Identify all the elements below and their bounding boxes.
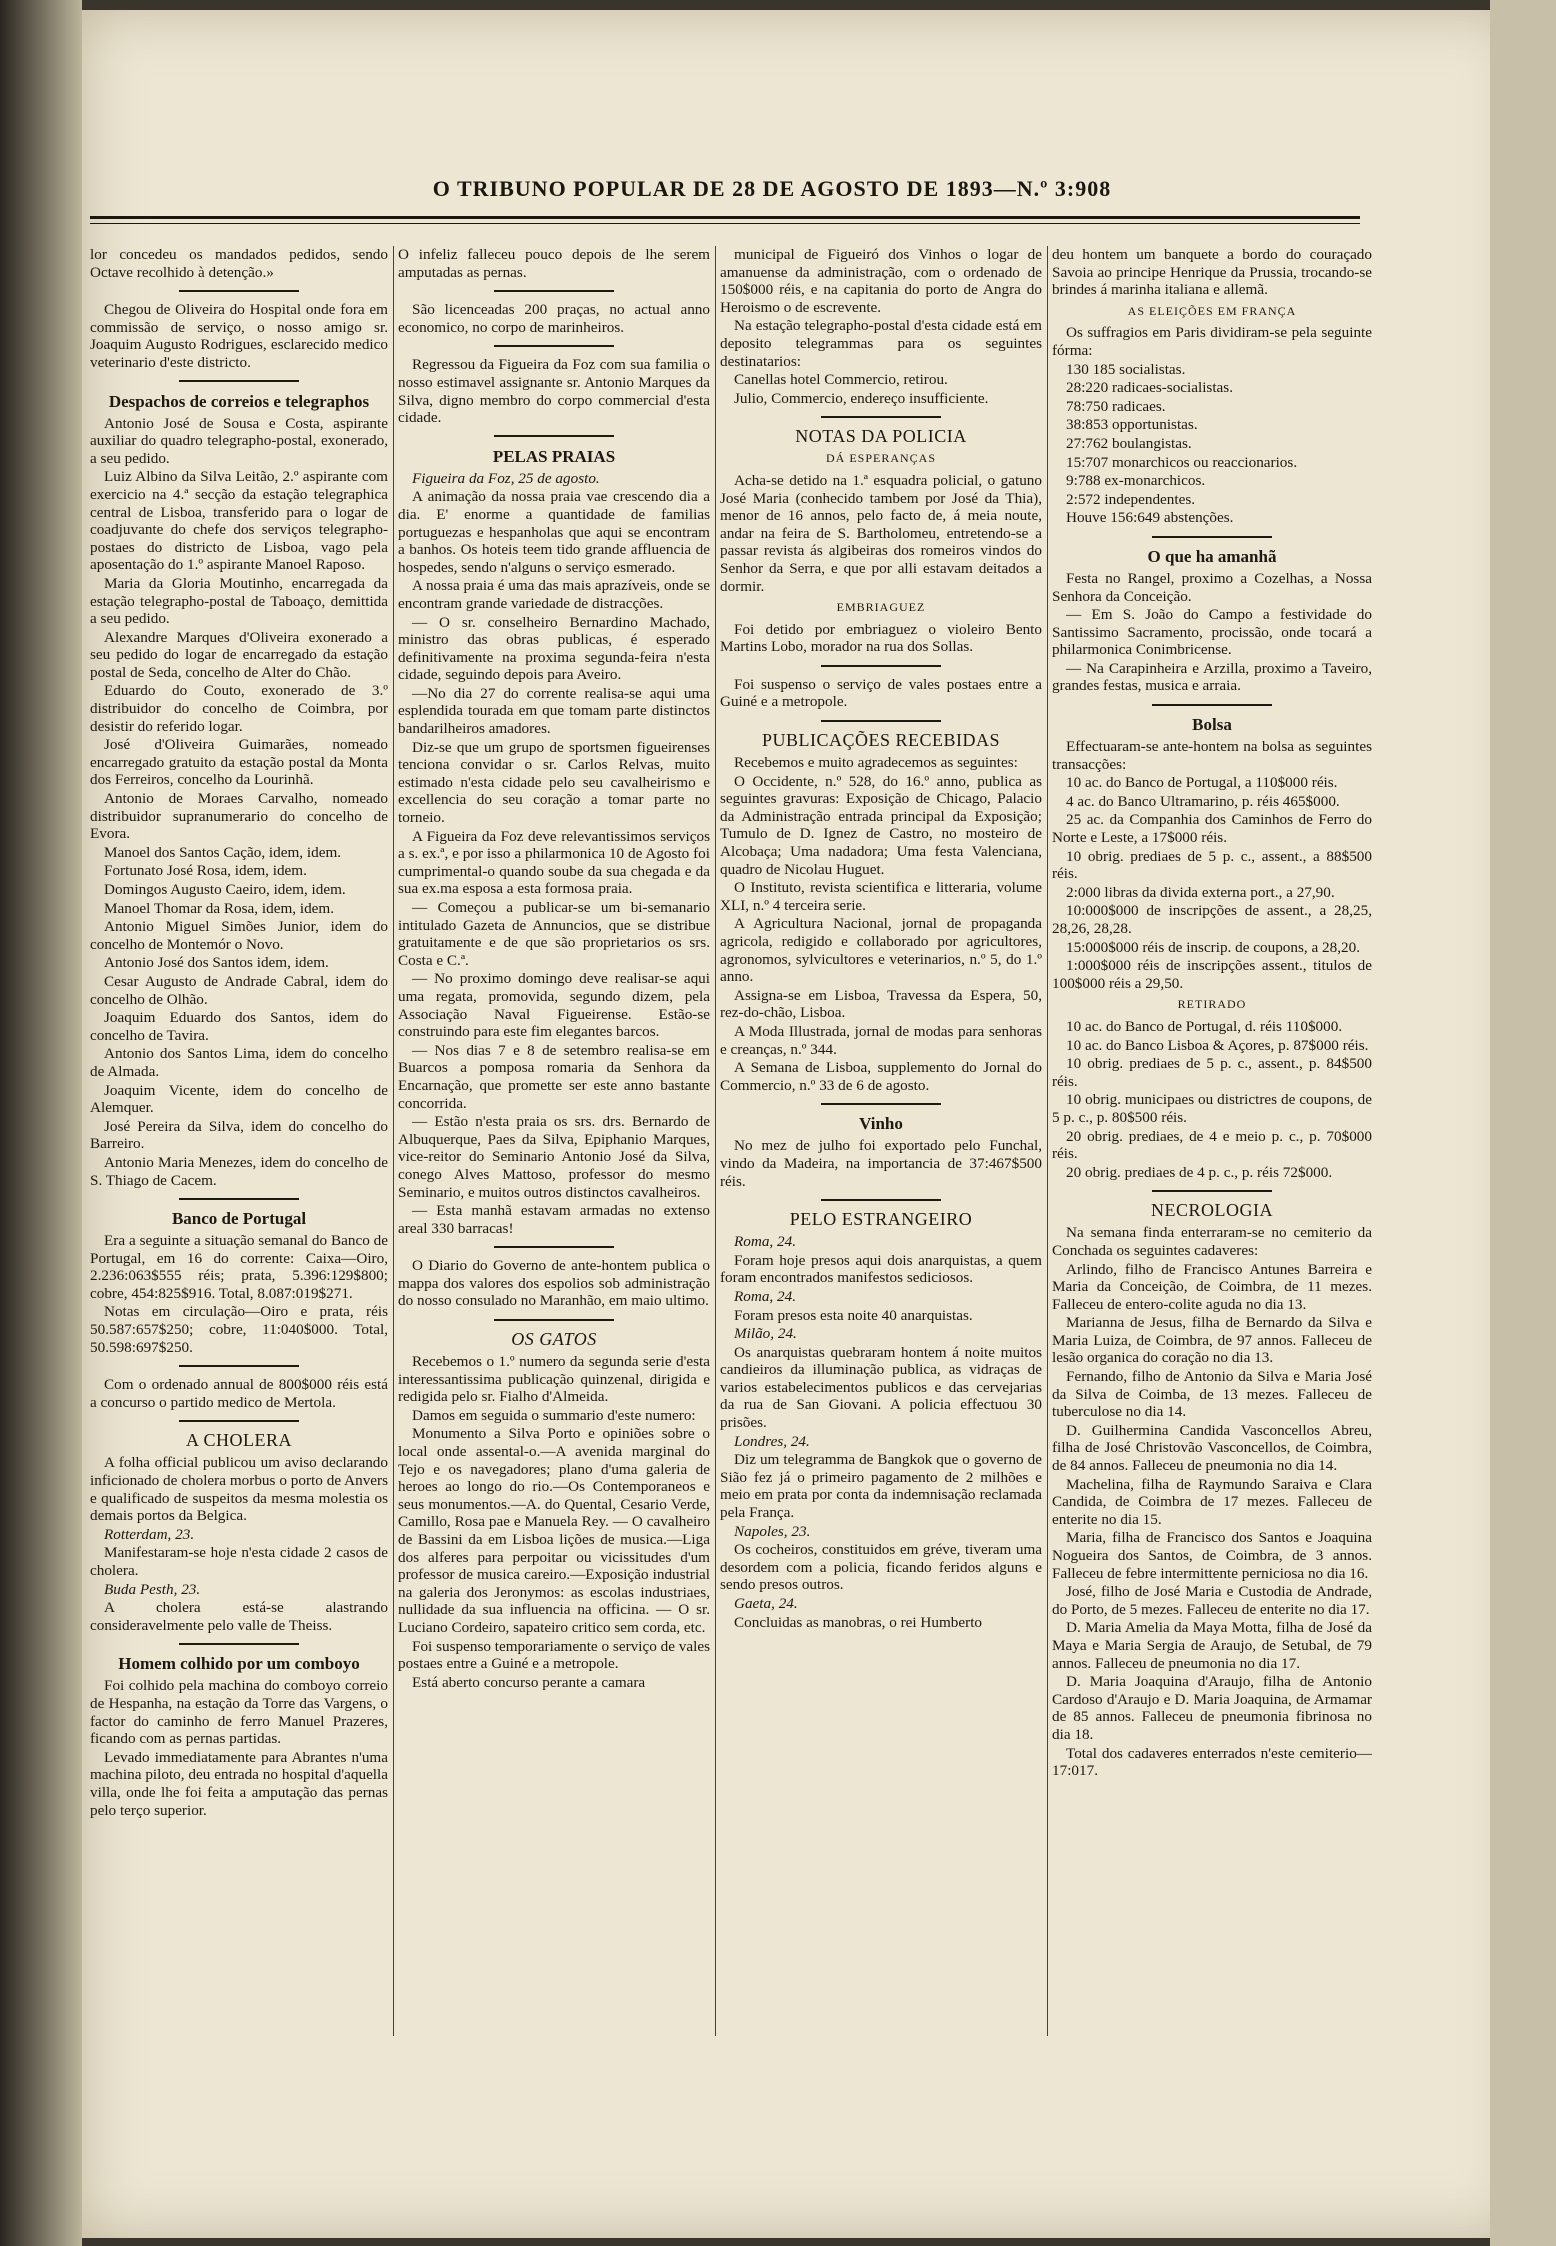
- paragraph: Levado immediatamente para Abrantes n'uma machina piloto, deu entrada no hospital d'aquella villa, onde lhe foi feita a amputação das pernas pelo terço superior.: [90, 1748, 388, 1819]
- section-heading: Despachos de correios e telegraphos: [108, 391, 370, 411]
- paragraph: 4 ac. do Banco Ultramarino, p. réis 465$000.: [1066, 792, 1340, 810]
- paragraph: Houve 156:649 abstenções.: [1066, 509, 1234, 527]
- paragraph: Com o ordenado annual de 800$000 réis está a concurso o partido medico de Mertola.: [90, 1376, 388, 1411]
- dateline: Milão, 24.: [734, 1325, 797, 1343]
- paragraph: Os anarquistas quebraram hontem á noite muitos candieiros da illuminação publica, as vidraças de varios estabelecimentos publicos e das cervejarias da rua de San Giovani. A policia effectuou 30 prisões.: [720, 1343, 1042, 1432]
- paragraph: Recebemos e muito agradecemos as seguintes:: [734, 754, 1018, 772]
- paragraph: 10:000$000 de inscripções de assent., a 28,25, 28,26, 28,28.: [1052, 902, 1372, 937]
- paragraph: Effectuaram-se ante-hontem na bolsa as seguintes transacções:: [1052, 738, 1372, 773]
- paragraph: Joaquim Vicente, idem do concelho de Alemquer.: [90, 1081, 388, 1117]
- separator: [1052, 1186, 1372, 1196]
- paragraph: Machelina, filha de Raymundo Saraiva e Clara Candida, de Coimbra de 17 mezes. Falleceu de enterite no dia 15.: [1052, 1475, 1372, 1528]
- separator: [90, 1361, 388, 1371]
- separator: [720, 1099, 1042, 1109]
- paragraph: 15:707 monarchicos ou reaccionarios.: [1066, 453, 1298, 471]
- separator: [90, 377, 388, 387]
- paragraph: Foram presos esta noite 40 anarquistas.: [734, 1306, 973, 1324]
- column-rule: [1047, 246, 1048, 2036]
- paragraph: 10 obrig. prediaes de 5 p. c., assent., a 88$500 réis.: [1052, 847, 1372, 883]
- paragraph: Os suffragios em Paris dividiram-se pela seguinte fórma:: [1052, 324, 1372, 359]
- scan-right-edge: [1490, 0, 1556, 2246]
- paragraph: Luiz Albino da Silva Leitão, 2.º aspirante com exercicio na 4.ª secção da estação telegraphica central de Lisboa, transferido para o logar de coadjuvante do chefe dos serviços telegrapho-postaes do districto de Lisboa, vago pela aposentação do 1.º aspirante Manoel Raposo.: [90, 468, 388, 574]
- subheading: EMBRIAGUEZ: [836, 600, 926, 615]
- separator: [720, 661, 1042, 671]
- masthead-rule: [90, 216, 1360, 224]
- paragraph: Cesar Augusto de Andrade Cabral, idem do concelho de Olhão.: [90, 972, 388, 1008]
- section-heading: NECROLOGIA: [1151, 1200, 1273, 1221]
- paragraph: 38:853 opportunistas.: [1066, 416, 1198, 434]
- paragraph: Na estação telegrapho-postal d'esta cidade está em deposito telegrammas para os seguintes destinatarios:: [720, 317, 1042, 370]
- despachos-list: [90, 415, 388, 1190]
- paragraph: Canellas hotel Commercio, retirou.: [734, 371, 948, 389]
- paragraph: Os cocheiros, constituidos em gréve, tiveram uma desordem com a policia, ficando feridos alguns e sendo presos outros.: [720, 1541, 1042, 1594]
- dateline: Londres, 24.: [734, 1432, 810, 1450]
- paragraph: Joaquim Eduardo dos Santos, idem do concelho de Tavira.: [90, 1009, 388, 1044]
- paragraph: A Moda Illustrada, jornal de modas para senhoras e creanças, n.º 344.: [720, 1022, 1042, 1058]
- paragraph: lor concedeu os mandados pedidos, sendo Octave recolhido à detenção.»: [90, 246, 388, 281]
- column-3: [720, 246, 1042, 2036]
- paragraph: 20 obrig. prediaes, de 4 e meio p. c., p. 70$000 réis.: [1052, 1127, 1372, 1163]
- paragraph: Foi suspenso o serviço de vales postaes entre a Guiné e a metropole.: [720, 675, 1042, 711]
- column-2: [398, 246, 710, 2036]
- paragraph: São licenceadas 200 praças, no actual anno economico, no corpo de marinheiros.: [398, 301, 710, 336]
- paragraph: José, filho de José Maria e Custodia de Andrade, do Porto, de 5 mezes. Falleceu de enterite no dia 17.: [1052, 1583, 1372, 1618]
- paragraph: 9:788 ex-monarchicos.: [1066, 472, 1206, 490]
- paragraph: municipal de Figueiró dos Vinhos o logar de amanuense da administração, com o ordenado de 150$000 réis, e na capitania do porto de Angra do Heroismo o de escrevente.: [720, 246, 1042, 316]
- paragraph: deu hontem um banquete a bordo do couraçado Savoia ao principe Henrique da Prussia, trocando-se brindes á marinha italiana e allemã.: [1052, 246, 1372, 299]
- section-heading: Banco de Portugal: [171, 1209, 307, 1229]
- necrologia-list: [1052, 1224, 1372, 1779]
- separator: [90, 286, 388, 296]
- paragraph: A Agricultura Nacional, jornal de propaganda agricola, redigido e collaborado por agricultores, agronomos, sylvicultores e veterinarios, n.º 5, do 1.º anno.: [720, 915, 1042, 986]
- paragraph: D. Guilhermina Candida Vasconcellos Abreu, filha de José Christovão Vasconcellos, de Coimbra, de 84 annos. Falleceu de pneumonia no dia 14.: [1052, 1421, 1372, 1475]
- paragraph: Assigna-se em Lisboa, Travessa da Espera, 50, rez-do-chão, Lisboa.: [720, 986, 1042, 1022]
- separator: [90, 1639, 388, 1649]
- paragraph: A cholera está-se alastrando consideravelmente pelo valle de Theiss.: [90, 1599, 388, 1634]
- subheading: AS ELEIÇÕES EM FRANÇA: [1127, 303, 1297, 318]
- paragraph: Julio, Commercio, endereço insufficiente.: [734, 389, 989, 407]
- paragraph: — Começou a publicar-se um bi-semanario intitulado Gazeta de Annuncios, que se distribue gratuitamente e de que são proprietarios os srs. Costa e C.ª.: [398, 899, 710, 969]
- section-heading: NOTAS DA POLICIA: [795, 426, 967, 447]
- section-heading: OS GATOS: [511, 1329, 597, 1350]
- masthead: O TRIBUNO POPULAR DE 28 DE AGOSTO DE 1893—N.º 3:908: [432, 176, 1112, 201]
- paragraph: A folha official publicou um aviso declarando inficionado de cholera morbus o porto de Anvers e qualificado de suspeitos da mesma molestia os demais portos da Belgica.: [90, 1454, 388, 1525]
- paragraph: Manoel Thomar da Rosa, idem, idem.: [104, 899, 335, 917]
- paragraph: Diz um telegramma de Bangkok que o governo de Sião fez já o primeiro pagamento de 2 milhões e meio em prata por conta da indemnisação reclamada pela França.: [720, 1451, 1042, 1522]
- paragraph: José d'Oliveira Guimarães, nomeado encarregado gratuito da estação postal da Monta dos Ferreiros, concelho da Lourinhã.: [90, 736, 388, 789]
- paragraph: Antonio Maria Menezes, idem do concelho de S. Thiago de Cacem.: [90, 1153, 388, 1189]
- paragraph: Damos em seguida o summario d'este numero:: [412, 1406, 696, 1424]
- paragraph: Arlindo, filho de Francisco Antunes Barreira e Maria da Conceição, de Coimbra, de 11 mezes. Falleceu de entero-colite aguda no dia 13.: [1052, 1260, 1372, 1313]
- separator: [90, 1416, 388, 1426]
- publicacoes-list: [720, 754, 1042, 1094]
- paragraph: Eduardo do Couto, exonerado de 3.º distribuidor do concelho de Coimbra, por desistir do referido logar.: [90, 682, 388, 735]
- paragraph: Chegou de Oliveira do Hospital onde fora em commissão de serviço, o nosso amigo sr. Joaquim Augusto Rodrigues, esclarecido medico veterinario d'este districto.: [90, 301, 388, 371]
- separator: [1052, 532, 1372, 542]
- col3a-list: [720, 246, 1042, 407]
- paragraph: O infeliz falleceu pouco depois de lhe serem amputadas as pernas.: [398, 246, 710, 281]
- paragraph: Domingos Augusto Caeiro, idem, idem.: [104, 881, 346, 898]
- separator: [90, 1194, 388, 1204]
- paragraph: A nossa praia é uma das mais aprazíveis, onde se encontram grande variedade de distracções.: [398, 577, 710, 612]
- paragraph: — Nos dias 7 e 8 de setembro realisa-se em Buarcos a pomposa romaria da Senhora da Encarnação, que promette ser este anno bastante concorrida.: [398, 1041, 710, 1112]
- paragraph: Antonio José dos Santos idem, idem.: [104, 954, 329, 972]
- section-heading: PUBLICAÇÕES RECEBIDAS: [761, 730, 1001, 751]
- column-rule: [393, 246, 394, 2036]
- separator: [720, 1195, 1042, 1205]
- dateline: Napoles, 23.: [734, 1522, 811, 1540]
- paragraph: Monumento a Silva Porto e opiniões sobre o local onde assental-o.—A avenida marginal do Tejo e os navegadores; plano d'uma galeria de heroes ao longo do rio.—Os Contemporaneos e seus monumentos.—A. do Quental, Cesario Verde, Camillo, Rosa pae e Manuela Rey. — O cavalheiro de Bassini da em Lisboa lições de musica.—Liga dos alferes para perpoitar ou vicissitudes d'um professor de musica careiro.—Exposição industrial na galeria dos Jeronymos: as escolas industriaes, nullidade da sua influencia na officina. — O sr. Luciano Cordeiro, sapateiro critico sem corda, etc.: [398, 1425, 710, 1636]
- paragraph: Foi detido por embriaguez o violeiro Bento Martins Lobo, morador na rua dos Sollas.: [720, 620, 1042, 656]
- section-heading: Homem colhido por um comboyo: [118, 1654, 360, 1674]
- paragraph: 10 ac. do Banco de Portugal, a 110$000 réis.: [1066, 774, 1338, 792]
- paragraph: Notas em circulação—Oiro e prata, réis 50.587:657$250; cobre, 11:040$000. Total, 50.598:697$250.: [90, 1303, 388, 1356]
- praias-list: [398, 488, 710, 1237]
- paragraph: 10 obrig. prediaes de 5 p. c., assent., p. 84$500 réis.: [1052, 1055, 1372, 1090]
- paragraph: Recebemos o 1.º numero da segunda serie d'esta interessantissima publicação quinzenal, dirigida e redigida pelo sr. Fialho d'Almeida.: [398, 1353, 710, 1406]
- paragraph: D. Maria Amelia da Maya Motta, filha de José da Maya e Maria Sergia de Araujo, de Setubal, de 79 annos. Falleceu de pneumonia no dia 17.: [1052, 1619, 1372, 1672]
- separator: [720, 412, 1042, 422]
- paragraph: 25 ac. da Companhia dos Caminhos de Ferro do Norte e Leste, a 17$000 réis.: [1052, 811, 1372, 847]
- column-4: [1052, 246, 1372, 2036]
- scan-left-edge: [0, 0, 82, 2246]
- column-rule: [715, 246, 716, 2036]
- subheading: RETIRADO: [1177, 997, 1247, 1012]
- paragraph: Maria, filha de Francisco dos Santos e Joaquina Nogueira dos Santos, de Coimbra, de 3 annos. Falleceu de febre intermittente perniciosa no dia 16.: [1052, 1529, 1372, 1582]
- separator: [398, 341, 710, 351]
- paragraph: Regressou da Figueira da Foz com sua familia o nosso estimavel assignante sr. Antonio Marques da Silva, digno membro do corpo commercial d'esta cidade.: [398, 356, 710, 427]
- separator: [398, 286, 710, 296]
- paragraph: — Estão n'esta praia os srs. drs. Bernardo de Albuquerque, Paes da Silva, Epiphanio Marques, vice-reitor do Seminario Antonio José da Silva, conego Alves Mattoso, professor do mesmo Seminario, e muitos outros distinctos cavalheiros.: [398, 1113, 710, 1201]
- separator: [398, 432, 710, 442]
- paragraph: Antonio Miguel Simões Junior, idem do concelho de Montemór o Novo.: [90, 918, 388, 953]
- separator: [398, 1315, 710, 1325]
- eleicoes-list: [1052, 324, 1372, 527]
- paragraph: Está aberto concurso perante a camara: [412, 1673, 646, 1691]
- paragraph: 10 obrig. municipaes ou districtres de coupons, de 5 p. c., p. 80$500 réis.: [1052, 1091, 1372, 1126]
- dateline: Roma, 24.: [734, 1287, 797, 1305]
- paragraph: 15:000$000 réis de inscrip. de coupons, a 28,20.: [1066, 938, 1360, 956]
- paragraph: Manifestaram-se hoje n'esta cidade 2 casos de cholera.: [90, 1544, 388, 1579]
- separator: [720, 716, 1042, 726]
- paragraph: O Occidente, n.º 528, do 16.º anno, publica as seguintes gravuras: Exposição de Chicago, Palacio da Administração entrada principal da Exposição; Tumulo de D. Ignez de Castro, no mosteiro de Alcobaça; Uma nadadora; Uma festa Valenciana, quadro de Nicolau Huguet.: [720, 772, 1042, 878]
- paragraph: Fernando, filho de Antonio da Silva e Maria José da Silva de Coimba, de 13 mezes. Falleceu de tuberculose no dia 14.: [1052, 1368, 1372, 1421]
- paragraph: — Em S. João do Campo a festividade do Santissimo Sacramento, procissão, onde tocará a philarmonica Conimbricense.: [1052, 606, 1372, 659]
- paragraph: Concluidas as manobras, o rei Humberto: [734, 1613, 983, 1631]
- separator: [398, 1242, 710, 1252]
- paragraph: — No proximo domingo deve realisar-se aqui uma regata, promovida, segundo dizem, pela Associação Naval Figueirense. Estão-se construindo para este fim elegantes barcos.: [398, 970, 710, 1041]
- paragraph: 28:220 radicaes-socialistas.: [1066, 379, 1234, 397]
- paragraph: Antonio de Moraes Carvalho, nomeado distribuidor supranumerario do concelho de Evora.: [90, 790, 388, 843]
- paragraph: — Na Carapinheira e Arzilla, proximo a Taveiro, grandes festas, musica e arraia.: [1052, 659, 1372, 695]
- separator: [1052, 700, 1372, 710]
- paragraph: 10 ac. do Banco Lisboa & Açores, p. 87$000 réis.: [1066, 1036, 1369, 1054]
- paragraph: — O sr. conselheiro Bernardino Machado, ministro das obras publicas, é esperado definitivamente na proxima segunda-feira n'esta cidade, seguindo depois para Aveiro.: [398, 613, 710, 684]
- paragraph: 10 ac. do Banco de Portugal, d. réis 110$000.: [1066, 1017, 1343, 1035]
- paragraph: No mez de julho foi exportado pelo Funchal, vindo da Madeira, na importancia de 37:467$500 réis.: [720, 1137, 1042, 1190]
- column-1: [90, 246, 388, 2036]
- paragraph: Antonio dos Santos Lima, idem do concelho de Almada.: [90, 1045, 388, 1080]
- paragraph: Era a seguinte a situação semanal do Banco de Portugal, em 16 do corrente: Caixa—Oiro, 2.236:063$555 réis; prata, 5.396:129$800; cobre, 454:825$916. Total, 8.087:019$271.: [90, 1232, 388, 1302]
- paragraph: Maria da Gloria Moutinho, encarregada da estação telegrapho-postal de Taboaço, demittida a seu pedido.: [90, 574, 388, 628]
- paragraph: A Figueira da Foz deve relevantissimos serviços a s. ex.ª, e por isso a philarmonica 10 de Agosto foi cumprimental-o quando soube da sua chegada e da sua ex.ma esposa a esta formosa praia.: [398, 827, 710, 898]
- paragraph: Foi colhido pela machina do comboyo correio de Hespanha, na estação da Torre das Vargens, o factor do caminho de ferro Manuel Prazeres, ficando com as pernas partidas.: [90, 1677, 388, 1748]
- section-heading: PELO ESTRANGEIRO: [789, 1209, 973, 1230]
- paragraph: Festa no Rangel, proximo a Cozelhas, a Nossa Senhora da Conceição.: [1052, 569, 1372, 605]
- gatos-list: [398, 1353, 710, 1691]
- paragraph: Diz-se que um grupo de sportsmen figueirenses tenciona convidar o sr. Carlos Relvas, muito estimado n'esta cidade pelo seu cavalheirismo e excellencia do seu coração a tomar parte no torneio.: [398, 738, 710, 827]
- section-heading: O que ha amanhã: [1147, 546, 1277, 566]
- paragraph: 78:750 radicaes.: [1066, 397, 1166, 415]
- paragraph: Manoel dos Santos Cação, idem, idem.: [104, 843, 342, 861]
- paragraph: D. Maria Joaquina d'Araujo, filha de Antonio Cardoso d'Araujo e D. Maria Joaquina, de Armamar de 85 annos. Falleceu de pneumonia fibrinosa no dia 18.: [1052, 1673, 1372, 1743]
- section-heading: Bolsa: [1192, 715, 1232, 735]
- paragraph: 1:000$000 réis de inscripções assent., titulos de 100$000 réis a 29,50.: [1052, 957, 1372, 992]
- paragraph: Alexandre Marques d'Oliveira exonerado a seu pedido do logar de encarregado da estação postal de Seda, concelho de Alter do Chão.: [90, 628, 388, 681]
- paragraph: Na semana finda enterraram-se no cemiterio da Conchada os seguintes cadaveres:: [1052, 1224, 1372, 1259]
- paragraph: Fortunato José Rosa, idem, idem.: [104, 862, 307, 880]
- paragraph: O Instituto, revista scientifica e litteraria, volume XLI, n.º 4 terceira serie.: [720, 879, 1042, 914]
- paragraph: —No dia 27 do corrente realisa-se aqui uma esplendida tourada em que tomam parte distinctos bandarilheiros amadores.: [398, 684, 710, 738]
- dateline: Gaeta, 24.: [734, 1595, 798, 1612]
- paragraph: Foi suspenso temporariamente o serviço de vales postaes entre a Guiné e a metropole.: [398, 1637, 710, 1673]
- dateline: Buda Pesth, 23.: [104, 1580, 201, 1598]
- dateline: Roma, 24.: [734, 1233, 797, 1251]
- paragraph: Total dos cadaveres enterrados n'este cemiterio—17:017.: [1052, 1744, 1372, 1780]
- section-heading: A CHOLERA: [185, 1430, 292, 1451]
- paragraph: 130 185 socialistas.: [1066, 360, 1186, 378]
- section-heading: PELAS PRAIAS: [492, 446, 616, 466]
- paragraph: O Diario do Governo de ante-hontem publica o mappa dos valores dos espolios sob administração do nosso consulado no Maranhão, em maio ultimo.: [398, 1257, 710, 1310]
- paragraph: A Semana de Lisboa, supplemento do Jornal do Commercio, n.º 33 de 6 de agosto.: [720, 1059, 1042, 1094]
- subheading: DÁ ESPERANÇAS: [825, 451, 937, 466]
- paragraph: — Esta manhã estavam armadas no extenso areal 330 barracas!: [398, 1202, 710, 1237]
- bolsa-list: [1052, 738, 1372, 992]
- paragraph: 2:000 libras da divida externa port., a 27,90.: [1066, 883, 1335, 901]
- paragraph: 27:762 boulangistas.: [1066, 434, 1192, 452]
- paragraph: Acha-se detido na 1.ª esquadra policial, o gatuno José Maria (conhecido tambem por José da Thia), menor de 16 annos, pelo facto de, á meia noute, andar na feira de S. Bartholomeu, entretendo-se a passar revista ás algibeiras dos romeiros vindos do Senhor da Serra, e que por alli estavam deitados a dormir.: [720, 471, 1042, 595]
- paragraph: Marianna de Jesus, filha de Bernardo da Silva e Maria Luiza, de Coimbra, de 97 annos. Falleceu de lesão organica do coração no dia 13.: [1052, 1314, 1372, 1367]
- paragraph: Foram hoje presos aqui dois anarquistas, a quem foram encontrados manifestos sediciosos.: [720, 1251, 1042, 1287]
- section-heading: Vinho: [859, 1114, 903, 1134]
- paragraph: A animação da nossa praia vae crescendo dia a dia. E' enorme a quantidade de familias portuguezas e hespanholas que aqui se encontram a banhos. Os hoteis teem tido grande affluencia de hospedes, sendo n'alguns o serviço esmerado.: [398, 488, 710, 576]
- dateline: Figueira da Foz, 25 de agosto.: [412, 469, 600, 487]
- dateline: Rotterdam, 23.: [104, 1525, 195, 1543]
- paragraph: Antonio José de Sousa e Costa, aspirante auxiliar do quadro telegrapho-postal, exonerado, a seu pedido.: [90, 414, 388, 467]
- paragraph: 20 obrig. prediaes de 4 p. c., p. réis 72$000.: [1066, 1163, 1333, 1181]
- paragraph: José Pereira da Silva, idem do concelho do Barreiro.: [90, 1117, 388, 1153]
- paragraph: 2:572 independentes.: [1066, 490, 1196, 508]
- retirado-list: [1052, 1018, 1372, 1181]
- amanha-list: [1052, 570, 1372, 695]
